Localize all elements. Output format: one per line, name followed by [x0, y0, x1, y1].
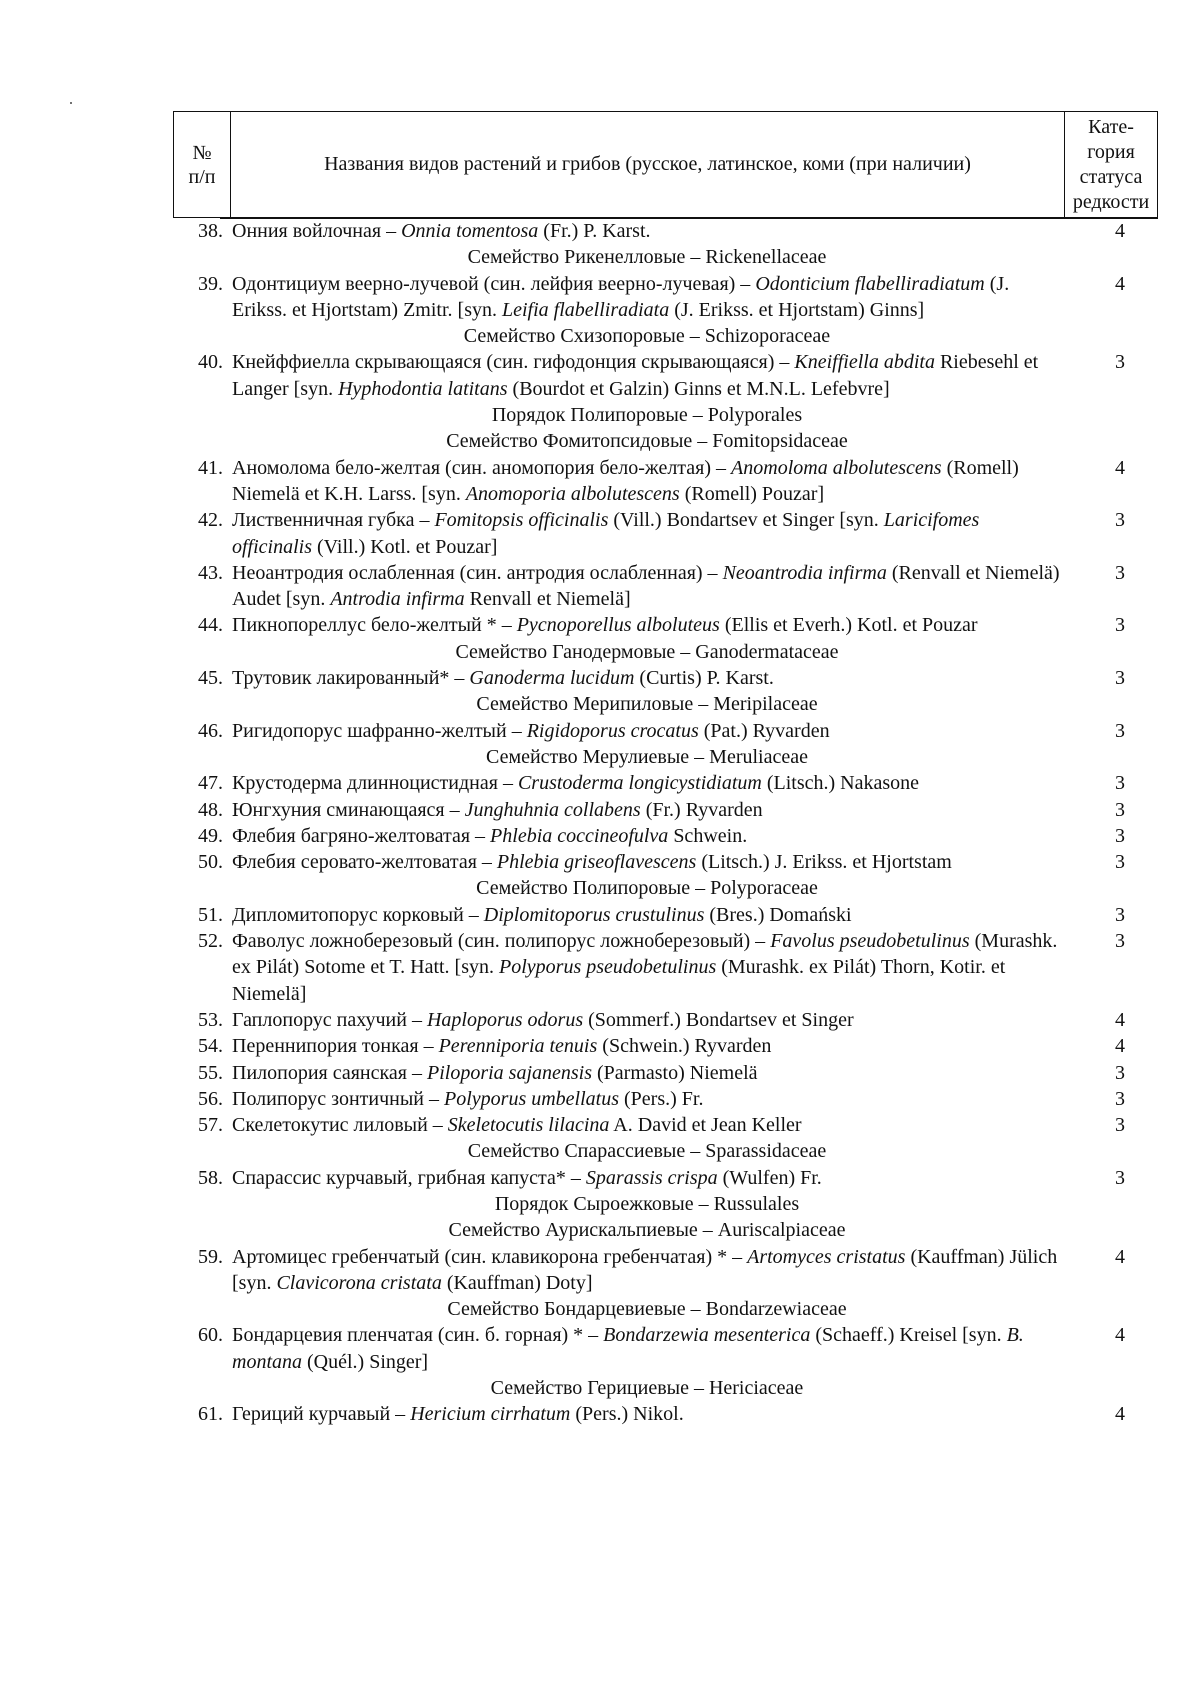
- name-text: (Schaeff.) Kreisel [syn.: [810, 1324, 1007, 1347]
- name-text: (Romell) Niemelä et K.H. Larss. [syn.: [232, 456, 1019, 505]
- species-row: [0, 928, 1200, 1007]
- rarity-category: [1100, 797, 1140, 823]
- rarity-category: [1100, 1007, 1140, 1033]
- name-text: Юнгхуния сминающаяся –: [232, 798, 465, 821]
- latin-name: Diplomitoporus crustulinus: [483, 903, 705, 926]
- name-text: (Murashk. ex Pilát) Sotome et T. Hatt. [syn.: [232, 930, 1058, 979]
- name-text: Артомицес гребенчатый (син. клавикорона гребенчатая) * –: [232, 1245, 748, 1268]
- species-number: 52.: [198, 930, 223, 953]
- name-text: Гериций курчавый –: [232, 1403, 411, 1426]
- latin-name: Pycnoporellus alboluteus: [516, 614, 720, 637]
- latin-name: Piloporia sajanensis: [427, 1061, 593, 1084]
- name-text: (Romell) Pouzar]: [679, 482, 825, 505]
- latin-name: Ganoderma lucidum: [469, 667, 635, 690]
- species-number: 41.: [198, 456, 223, 479]
- rarity-category: [1100, 560, 1140, 586]
- rarity-category: [1100, 1112, 1140, 1138]
- species-name: [232, 1060, 1062, 1086]
- species-name: [232, 1401, 1062, 1427]
- header-category-column: [1065, 112, 1157, 217]
- species-row: [0, 1033, 1200, 1059]
- species-name: [232, 1165, 1062, 1191]
- species-number: 58.: [198, 1166, 223, 1189]
- species-name: [232, 928, 1062, 1007]
- name-text: Renvall et Niemelä]: [464, 588, 631, 611]
- name-text: (J. Erikss. et Hjortstam) Ginns]: [669, 298, 925, 321]
- taxon-group-heading: Порядок Сыроежковые – Russulales: [494, 1192, 800, 1215]
- species-number: 48.: [198, 798, 223, 821]
- species-name: [232, 665, 1062, 691]
- species-name: [232, 902, 1062, 928]
- rarity-category: [1100, 849, 1140, 875]
- latin-name: Phlebia griseoflavescens: [496, 851, 697, 874]
- name-text: (Bres.) Domański: [704, 903, 852, 926]
- latin-name: Favolus pseudobetulinus: [770, 930, 970, 953]
- species-number: 38.: [198, 220, 223, 242]
- rarity-category-value: 3: [1115, 798, 1125, 821]
- taxon-group-heading: Семейство Мерулиевые – Meruliaceae: [485, 745, 808, 768]
- header-category-line-1: Кате-: [1088, 115, 1134, 138]
- species-name: [232, 455, 1062, 508]
- name-text: (Quél.) Singer]: [302, 1350, 429, 1373]
- rarity-category: [1100, 665, 1140, 691]
- species-name: [232, 560, 1062, 613]
- rarity-category: [1100, 1060, 1140, 1086]
- name-text: Пикнопореллус бело-желтый * –: [232, 614, 517, 637]
- latin-name: Crustoderma longicystidiatum: [517, 772, 762, 795]
- rarity-category-value: 4: [1115, 1008, 1125, 1031]
- name-text: (Ellis et Everh.) Kotl. et Pouzar: [719, 614, 978, 637]
- rarity-category: [1100, 507, 1140, 533]
- rarity-category-value: 3: [1115, 1087, 1125, 1110]
- rarity-category: [1100, 823, 1140, 849]
- rarity-category: [1100, 1322, 1140, 1348]
- species-row: [0, 455, 1200, 508]
- species-number: 60.: [198, 1324, 223, 1347]
- latin-name: Neoantrodia infirma: [722, 561, 887, 584]
- name-text: (Pers.) Fr.: [619, 1087, 704, 1110]
- species-number: 44.: [198, 614, 223, 637]
- species-number: 39.: [198, 272, 223, 295]
- rarity-category: [1100, 349, 1140, 375]
- latin-name: Leifia flabelliradiata: [501, 298, 670, 321]
- latin-name: Haploporus odorus: [426, 1008, 584, 1031]
- rarity-category: [1100, 455, 1140, 481]
- species-row: [0, 560, 1200, 613]
- rarity-category: [1100, 612, 1140, 638]
- species-name: [232, 1112, 1062, 1138]
- species-row: [0, 1165, 1200, 1191]
- name-text: Полипорус зонтичный –: [232, 1087, 445, 1110]
- species-row: [0, 271, 1200, 324]
- name-text: (Renvall et Niemelä) Audet [syn.: [232, 561, 1060, 611]
- taxon-group-heading: Семейство Рикенелловые – Rickenellaceae: [467, 246, 827, 269]
- name-text: (Kauffman) Jülich [syn.: [232, 1245, 1058, 1294]
- species-row: [0, 1244, 1200, 1297]
- rarity-category: [1100, 1401, 1140, 1427]
- species-name: [232, 797, 1062, 823]
- name-text: Пилопория саянская –: [232, 1061, 427, 1084]
- species-number: 54.: [198, 1035, 223, 1058]
- header-category-line-2: гория: [1087, 140, 1135, 163]
- species-name: [232, 349, 1062, 402]
- rarity-category-value: 3: [1115, 851, 1125, 874]
- name-text: Гаплопорус пахучий –: [232, 1008, 427, 1031]
- latin-name: Skeletocutis lilacina: [447, 1114, 610, 1137]
- rarity-category-value: 3: [1115, 667, 1125, 690]
- species-row: [0, 1401, 1200, 1427]
- species-row: [0, 1007, 1200, 1033]
- name-text: Трутовик лакированный* –: [232, 667, 470, 690]
- name-text: Неоантродия ослабленная (син. антродия ослабленная) –: [232, 561, 723, 584]
- species-name: [232, 218, 1062, 244]
- species-name: [232, 823, 1062, 849]
- species-row: [0, 770, 1200, 796]
- name-text: (J. Erikss. et Hjortstam) Zmitr. [syn.: [232, 272, 1010, 321]
- rarity-category: [1100, 718, 1140, 744]
- taxon-group-heading: Семейство Герициевые – Hericiaceae: [490, 1377, 804, 1400]
- header-names-column: [231, 112, 1065, 217]
- latin-name: Laricifomes officinalis: [232, 509, 980, 558]
- species-name: [232, 849, 1062, 875]
- taxon-group-heading: Семейство Мерипиловые – Meripilaceae: [476, 693, 818, 716]
- latin-name: Hyphodontia latitans: [338, 377, 508, 400]
- species-number: 59.: [198, 1245, 223, 1268]
- species-row: [0, 902, 1200, 928]
- species-number: 40.: [198, 351, 223, 374]
- species-number: 57.: [198, 1114, 223, 1137]
- header-number-line-2: п/п: [188, 165, 216, 188]
- latin-name: Clavicorona cristata: [276, 1271, 442, 1294]
- species-number: 47.: [198, 772, 223, 795]
- latin-name: Artomyces cristatus: [747, 1245, 906, 1268]
- name-text: (Pers.) Nikol.: [570, 1403, 684, 1426]
- species-number: 46.: [198, 719, 223, 742]
- name-text: (Curtis) P. Karst.: [634, 667, 774, 690]
- taxon-group-heading: Семейство Схизопоровые – Schizoporaceae: [463, 325, 831, 348]
- latin-name: Polyporus umbellatus: [444, 1087, 620, 1110]
- species-name: [232, 1086, 1062, 1112]
- rarity-category-value: 4: [1115, 1035, 1125, 1058]
- header-number-column: [174, 112, 231, 217]
- latin-name: Phlebia coccineofulva: [490, 824, 669, 847]
- taxon-group-heading: Семейство Фомитопсидовые – Fomitopsidaceae: [446, 430, 848, 453]
- species-row: [0, 612, 1200, 638]
- rarity-category: [1100, 218, 1140, 244]
- name-text: Спарассис курчавый, грибная капуста* –: [232, 1166, 586, 1189]
- species-row: [0, 797, 1200, 823]
- species-number: 53.: [198, 1008, 223, 1031]
- species-name: [232, 770, 1062, 796]
- rarity-category-value: 3: [1115, 824, 1125, 847]
- rarity-category: [1100, 770, 1140, 796]
- rarity-category-value: 4: [1115, 456, 1125, 479]
- species-row: [0, 1086, 1200, 1112]
- latin-name: Bondarzewia mesenterica: [603, 1324, 811, 1347]
- name-text: Кнейффиелла скрывающаяся (син. гифодонция скрывающаяся) –: [232, 351, 795, 374]
- latin-name: Rigidoporus crocatus: [526, 719, 699, 742]
- rarity-category-value: 3: [1115, 1114, 1125, 1137]
- latin-name: Kneiffiella abdita: [794, 351, 935, 374]
- species-name: [232, 1033, 1062, 1059]
- header-category-line-4: редкости: [1072, 190, 1150, 213]
- name-text: Одонтициум веерно-лучевой (син. лейфия веерно-лучевая) –: [232, 272, 756, 295]
- species-name: [232, 271, 1062, 324]
- species-row: [0, 849, 1200, 875]
- rarity-category-value: 4: [1115, 220, 1125, 242]
- name-text: (Bourdot et Galzin) Ginns et M.N.L. Lefebvre]: [507, 377, 890, 400]
- species-name: [232, 1007, 1062, 1033]
- species-name: [232, 612, 1062, 638]
- species-row: [0, 218, 1200, 244]
- rarity-category-value: 3: [1115, 772, 1125, 795]
- name-text: (Murashk. ex Pilát) Thorn, Kotir. et Niemelä]: [232, 956, 1006, 1005]
- rarity-category-value: 3: [1115, 903, 1125, 926]
- rarity-category-value: 3: [1115, 614, 1125, 637]
- species-row: [0, 349, 1200, 402]
- species-number: 61.: [198, 1403, 223, 1426]
- species-number: 50.: [198, 851, 223, 874]
- taxon-group-heading: Порядок Полипоровые – Polyporales: [491, 404, 803, 427]
- rarity-category: [1100, 1244, 1140, 1270]
- name-text: (Vill.) Bondartsev et Singer [syn.: [608, 509, 884, 532]
- header-category-line-3: статуса: [1079, 165, 1143, 188]
- rarity-category-value: 4: [1115, 272, 1125, 295]
- species-row: [0, 1322, 1200, 1375]
- name-text: Фаволус ложноберезовый (син. полипорус ложноберезовый) –: [232, 930, 771, 953]
- species-number: 45.: [198, 667, 223, 690]
- latin-name: Odonticium flabelliradiatum: [755, 272, 985, 295]
- latin-name: Polyporus pseudobetulinus: [499, 956, 717, 979]
- rarity-category-value: 4: [1115, 1403, 1125, 1426]
- name-text: (Kauffman) Doty]: [441, 1271, 593, 1294]
- name-text: (Vill.) Kotl. et Pouzar]: [312, 535, 498, 558]
- name-text: Бондарцевия пленчатая (син. б. горная) * –: [232, 1324, 604, 1347]
- rarity-category: [1100, 271, 1140, 297]
- rarity-category-value: 3: [1115, 719, 1125, 742]
- latin-name: Anomoloma albolutescens: [731, 456, 942, 479]
- name-text: Флебия багряно-желтоватая –: [232, 824, 491, 847]
- species-list: [0, 218, 1200, 1428]
- rarity-category-value: 3: [1115, 930, 1125, 953]
- latin-name: Hericium cirrhatum: [410, 1403, 571, 1426]
- species-name: [232, 1244, 1062, 1297]
- latin-name: Fomitopsis officinalis: [434, 509, 609, 532]
- species-number: 51.: [198, 903, 223, 926]
- name-text: Флебия серовато-желтоватая –: [232, 851, 497, 874]
- species-name: [232, 507, 1062, 560]
- latin-name: Antrodia infirma: [330, 588, 465, 611]
- latin-name: Perenniporia tenuis: [438, 1035, 598, 1058]
- species-number: 49.: [198, 824, 223, 847]
- name-text: Riebesehl et Langer [syn.: [232, 351, 1039, 400]
- species-name: [232, 1322, 1062, 1375]
- table-header: [173, 111, 1158, 218]
- name-text: (Litsch.) J. Erikss. et Hjortstam: [696, 851, 952, 874]
- name-text: (Wulfen) Fr.: [717, 1166, 822, 1189]
- taxon-group-heading: Семейство Бондарцевиевые – Bondarzewiaceae: [447, 1298, 847, 1321]
- scan-speck: [70, 102, 72, 104]
- rarity-category: [1100, 1086, 1140, 1112]
- species-row: [0, 507, 1200, 560]
- rarity-category-value: 3: [1115, 1061, 1125, 1084]
- rarity-category-value: 4: [1115, 1245, 1125, 1268]
- species-row: [0, 1060, 1200, 1086]
- species-row: [0, 665, 1200, 691]
- species-number: 43.: [198, 561, 223, 584]
- species-name: [232, 718, 1062, 744]
- name-text: (Pat.) Ryvarden: [698, 719, 830, 742]
- name-text: Скелетокутис лиловый –: [232, 1114, 448, 1137]
- rarity-category-value: 3: [1115, 351, 1125, 374]
- rarity-category: [1100, 928, 1140, 954]
- species-number: 55.: [198, 1061, 223, 1084]
- taxon-group-heading: Семейство Аурискальпиевые – Auriscalpiaceae: [448, 1219, 846, 1242]
- latin-name: Sparassis crispa: [585, 1166, 718, 1189]
- name-text: (Litsch.) Nakasone: [761, 772, 920, 795]
- name-text: Переннипория тонкая –: [232, 1035, 439, 1058]
- name-text: A. David et Jean Keller: [609, 1114, 802, 1137]
- rarity-category-value: 3: [1115, 1166, 1125, 1189]
- latin-name: Anomoporia albolutescens: [465, 482, 680, 505]
- header-names-label: Названия видов растений и грибов (русское, латинское, коми (при наличии): [324, 153, 971, 175]
- rarity-category-value: 3: [1115, 509, 1125, 532]
- latin-name: Junghuhnia collabens: [464, 798, 641, 821]
- name-text: Ригидопорус шафранно-желтый –: [232, 719, 527, 742]
- latin-name: B. montana: [232, 1324, 1024, 1373]
- name-text: Schwein.: [668, 824, 748, 847]
- rarity-category-value: 4: [1115, 1324, 1125, 1347]
- name-text: Лиственничная губка –: [232, 509, 435, 532]
- name-text: (Sommerf.) Bondartsev et Singer: [583, 1008, 854, 1031]
- rarity-category: [1100, 1165, 1140, 1191]
- species-row: [0, 823, 1200, 849]
- taxon-group-heading: Семейство Ганодермовые – Ganodermataceae: [455, 640, 839, 663]
- name-text: (Parmasto) Niemelä: [592, 1061, 758, 1084]
- name-text: (Schwein.) Ryvarden: [597, 1035, 772, 1058]
- name-text: Онния войлочная –: [232, 220, 402, 242]
- name-text: (Fr.) P. Karst.: [538, 220, 651, 242]
- latin-name: Onnia tomentosa: [401, 220, 539, 242]
- taxon-group-heading: Семейство Полипоровые – Polyporaceae: [476, 877, 818, 900]
- species-row: [0, 718, 1200, 744]
- species-number: 42.: [198, 509, 223, 532]
- name-text: Крустодерма длинноцистидная –: [232, 772, 518, 795]
- rarity-category: [1100, 902, 1140, 928]
- header-number-line-1: №: [192, 141, 212, 164]
- species-row: [0, 1112, 1200, 1138]
- name-text: (Fr.) Ryvarden: [640, 798, 763, 821]
- name-text: Аномолома бело-желтая (син. аномопория бело-желтая) –: [232, 456, 732, 479]
- species-number: 56.: [198, 1087, 223, 1110]
- rarity-category-value: 3: [1115, 561, 1125, 584]
- rarity-category: [1100, 1033, 1140, 1059]
- name-text: Дипломитопорус корковый –: [232, 903, 484, 926]
- taxon-group-heading: Семейство Спарассиевые – Sparassidaceae: [467, 1140, 827, 1163]
